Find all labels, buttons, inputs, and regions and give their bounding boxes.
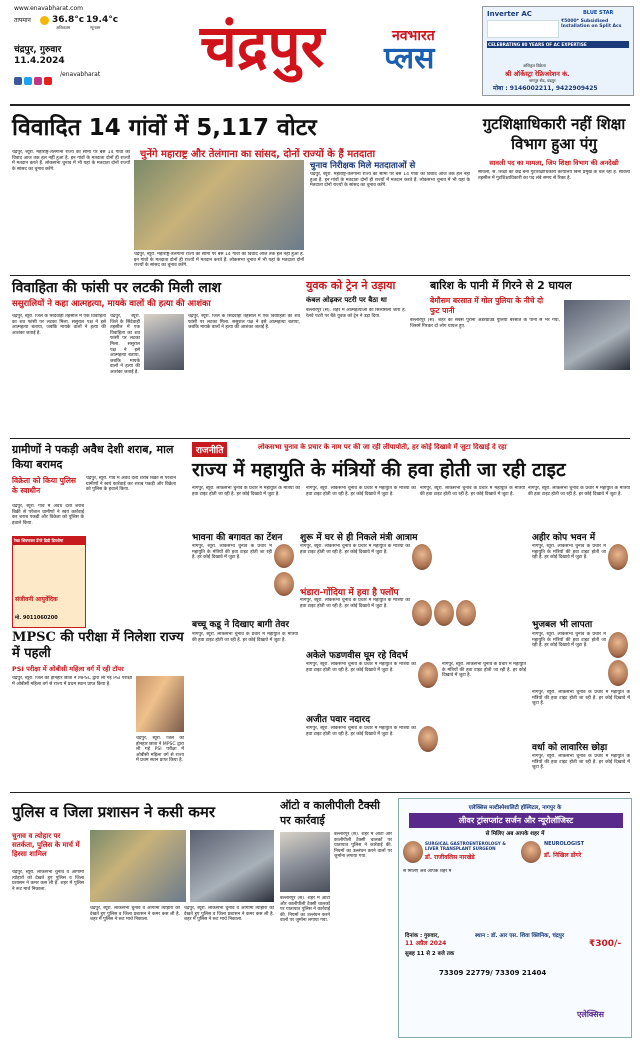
ad-mobile[interactable]: मोबा : 9146002211, 9422909425 (493, 85, 598, 92)
police-body-1: चंद्रपुर, ब्यूरो. लोकसभा चुनाव व आगामी त्योहारों को देखते हुए पुलिस व जिला प्रशासन ने कमर कस ली है. शहर में पुलिस ने रूट मार्च निकाला. (12, 870, 84, 892)
ad-address: नागपुर रोड, चंद्रपुर (529, 78, 556, 83)
hospital-ad-details: से मिलिए अब आपके शहर में (403, 869, 452, 874)
right-top-body: सावली, सं. शिक्षा का केंद्र बना गुटशिक्षाधिकारी कार्यालय बिना प्रमुख के चल रहा है. सावली तहसील में गुटशिक्षाधिकारी का पद लंबे समय से रिक्त है. (478, 170, 630, 181)
noose-photo (144, 314, 184, 370)
mpsc-subhead: PSI परीक्षा में ओबीसी महिला वर्ग में रही टॉपर (12, 665, 124, 673)
story2-headline[interactable]: विवाहिता की फांसी पर लटकी मिली लाश (12, 280, 221, 296)
police-body-3: चंद्रपुर, ब्यूरो. लोकसभा चुनाव व आगामी त्योहारों को देखते हुए पुलिस व जिला प्रशासन ने कमर कस ली है. शहर में पुलिस ने रूट मार्च निकाला. (184, 906, 274, 923)
date: 11.4.2024 (14, 56, 65, 66)
hospital-ad-doc2: डॉ. निखिल डोंगरे (544, 852, 582, 859)
lead-body-col1: चंद्रपुर, ब्यूरो. महाराष्ट्र-तेलंगाना राज्य की सीमा पर बसे 14 गांवों का विवाद आज तक हल नहीं हुआ है. इन गांवों के मतदाता दोनों ही राज्यों में मतदान करते हैं. लोकसभा चुनाव में भी यहां के मतदाता दोनों राज्यों के सांसद का चुनाव करेंगे. (12, 150, 130, 172)
doctor-photo-2 (521, 841, 541, 863)
ad-dealer: श्री ऑर्केस्ट्रा रेफ्रिजरेशन कं. (505, 70, 570, 78)
mpsc-headline[interactable]: MPSC की परीक्षा में निलेशा राज्य में पहली (12, 630, 184, 661)
story4-headline[interactable]: बारिश के पानी में गिरने से 2 घायल (430, 279, 572, 292)
ac-unit-image (487, 20, 559, 38)
masthead (0, 0, 640, 105)
sub7-headline[interactable]: अजीत पवार नदारद (306, 715, 370, 725)
website-url[interactable]: www.enavabharat.com (14, 5, 83, 12)
facebook-icon[interactable] (14, 77, 22, 85)
politics-body-4: नागपुर, ब्यूरो. लोकसभा चुनाव के प्रचार में महायुति के मंत्रियों की हवा टाइट होती जा रही है. हर कोई दिखावे में जुटा है. (528, 486, 630, 497)
sub3-headline[interactable]: अहीर कोप भवन में (532, 533, 596, 543)
hospital-ad[interactable] (398, 798, 632, 1038)
doctor-photo-1 (403, 841, 423, 863)
auto-headline[interactable]: ऑटो व कालीपीली टैक्सी पर कार्रवाई (280, 799, 381, 827)
social-handle[interactable]: /enavabharat (60, 71, 101, 78)
story3-headline[interactable]: युवक को ट्रेन ने उड़ाया (306, 279, 396, 292)
story5-body: चंद्रपुर, ब्यूरो. गांव में अवैध देशी शराब बिक्री से परेशान ग्रामीणों ने स्वयं कार्रवाई कर शराब पकड़ी और विक्रेता को पुलिस के हवाले किया. (86, 476, 176, 493)
sub2-headline[interactable]: शुरू में घर से ही निकले मंत्री आत्राम (300, 533, 418, 543)
story5-body-2: चंद्रपुर, ब्यूरो. गांव में अवैध देशी शराब बिक्री से परेशान ग्रामीणों ने स्वयं कार्रवाई कर शराब पकड़ी और विक्रेता को पुलिस के हवाले किया. (12, 504, 84, 526)
sub8-body: नागपुर, ब्यूरो. लोकसभा चुनाव के प्रचार में महायुति के मंत्रियों की हवा टाइट होती जा रही है. हर कोई दिखावे में जुटा है. (532, 690, 630, 707)
temp-label: तापमान (14, 17, 31, 24)
divider-2 (10, 438, 630, 439)
hospital-ad-dept2: NEUROLOGIST (544, 841, 584, 847)
lead-side-body: चंद्रपुर, ब्यूरो. महाराष्ट्र-तेलंगाना राज्य की सीमा पर बसे 14 गांवों का विवाद आज तक हल नहीं हुआ है. इन गांवों के मतदाता दोनों ही राज्यों में मतदान करते हैं. लोकसभा चुनाव में भी यहां के मतदाता दोनों राज्यों के सांसद का चुनाव करेंगे. (310, 172, 470, 189)
left-ad-name: संजीवनी आयुर्वेदिक (15, 596, 58, 603)
hospital-ad-dept1: SURGICAL GASTROENTEROLOGY & LIVER TRANSPLANT SURGEON (425, 841, 506, 851)
youtube-icon[interactable] (44, 77, 52, 85)
temp-max: 36.8°c (52, 15, 85, 25)
police-photo-2 (190, 830, 274, 902)
story4-body: बल्लारपुर (सं). शहर का सबसे पुराना अंडरग्राउंड पुलिया बरसात के पानी से भर गया, जिसमें गिरकर दो लोग घायल हुए. (410, 318, 560, 329)
temp-min-label: न्यूनतम (90, 25, 101, 30)
hospital-ad-sub: से मिलिए अब आपके शहर में (485, 831, 545, 837)
sub5-headline[interactable]: बच्चू कडू ने दिखाए बागी तेवर (192, 620, 290, 630)
hospital-ad-doc1: डॉ. राजीवलिस नारखेडे (425, 854, 475, 861)
story2-body: चंद्रपुर, ब्यूरो. जिले के सिंदेवाही तहसील में एक विवाहिता का शव फांसी पर लटका मिला. ससुराल पक्ष ने इसे आत्महत्या बताया, जबकि मायके वालों ने हत्या की आशंका जताई है. (12, 314, 106, 336)
mpsc-photo (136, 676, 184, 732)
politics-body-2: नागपुर, ब्यूरो. लोकसभा चुनाव के प्रचार में महायुति के मंत्रियों की हवा टाइट होती जा रही है. हर कोई दिखावे में जुटा है. (306, 486, 416, 497)
paper-title-plus: प्लस (384, 41, 435, 76)
sub4-body: नागपुर, ब्यूरो. लोकसभा चुनाव के प्रचार में महायुति के मंत्रियों की हवा टाइट होती जा रही है. हर कोई दिखावे में जुटा है. (532, 632, 606, 649)
story2-subhead: ससुरालियों ने कहा आत्महत्या, मायके वालों की हत्या की आशंका (12, 299, 211, 309)
instagram-icon[interactable] (34, 77, 42, 85)
politics-tag: राजनीति (192, 442, 227, 457)
police-headline[interactable]: पुलिस व जिला प्रशासन ने कसी कमर (12, 803, 216, 821)
sun-icon (40, 16, 49, 25)
temp-max-label: अधिकतम (56, 25, 71, 30)
divider-3 (10, 792, 630, 793)
flood-photo (564, 300, 630, 370)
lead-photo-caption: चंद्रपुर, ब्यूरो. महाराष्ट्र-तेलंगाना राज्य की सीमा पर बसे 14 गांवों का विवाद आज तक हल नहीं हुआ है. इन गांवों के मतदाता दोनों ही राज्यों में मतदान करते हैं. लोकसभा चुनाव में भी यहां के मतदाता दोनों राज्यों के सांसद का चुनाव करेंगे. (134, 252, 304, 269)
mpsc-body-2: चंद्रपुर, ब्यूरो. जिले की होनहार छात्रा ने MPSC द्वारा ली गई PSI परीक्षा में ओबीसी महिला वर्ग से राज्य में प्रथम स्थान प्राप्त किया है. (136, 736, 184, 764)
hospital-ad-banner: लीवर ट्रांसप्लांट सर्जन और न्यूरोलॉजिस्ट (409, 813, 623, 828)
twitter-icon[interactable] (24, 77, 32, 85)
police-march-photo (90, 830, 186, 902)
lead-headline[interactable]: विवादित 14 गांवों में 5,117 वोटर (12, 115, 317, 141)
hospital-ad-fee: ₹300/- (589, 939, 622, 949)
story4-subhead: बेमौसम बरसात में गोल पुलिया के नीचे दो फुट पानी (430, 296, 544, 315)
ad-offer1: ₹5000* Subsidised Installation on Split Acs (561, 19, 622, 29)
ad-star: BLUE STAR (583, 10, 614, 16)
leader-photo-7 (608, 544, 628, 570)
masthead-divider (10, 104, 630, 106)
paper-title: चंद्रपुर (200, 12, 325, 80)
leader-photo-10 (418, 662, 438, 688)
leader-photo-6 (456, 600, 476, 626)
leader-photo-5 (434, 600, 454, 626)
temp-min: 19.4°c (86, 15, 119, 25)
lead-side-head: चुनाव निरीक्षक मिले मतदाताओं से (310, 161, 416, 171)
leader-photo-1 (274, 544, 294, 568)
social-icons (14, 70, 54, 89)
leader-photo-8 (608, 632, 628, 658)
hospital-ad-venue: स्थान : डॉ. आर एस. शिवा क्लिनिक, चंद्रपुर (475, 933, 565, 939)
hospital-ad-brand: एलेक्सिस (577, 1010, 605, 1019)
paper-title-nb: नवभारत (392, 28, 435, 44)
sub3-body: नागपुर, ब्यूरो. लोकसभा चुनाव के प्रचार में महायुति के मंत्रियों की हवा टाइट होती जा रही है. हर कोई दिखावे में जुटा है. (532, 544, 606, 561)
mpsc-body: चंद्रपुर, ब्यूरो. जिले की होनहार छात्रा ने MPSC द्वारा ली गई PSI परीक्षा में ओबीसी महिला वर्ग से राज्य में प्रथम स्थान प्राप्त किया है. (12, 676, 132, 687)
auto-photo (280, 832, 330, 892)
sub2-body: नागपुर, ब्यूरो. लोकसभा चुनाव के प्रचार में महायुति के मंत्रियों की हवा टाइट होती जा रही है. हर कोई दिखावे में जुटा है. (300, 544, 410, 555)
politics-headline[interactable]: राज्य में महायुति के मंत्रियों की हवा होती जा रही टाइट (192, 459, 566, 481)
left-ad-title: रेखा शिवणकर डेंगरे डिग्री डिप्लोमा (13, 537, 85, 545)
sub4-headline[interactable]: भुजबल भी लापता (532, 620, 593, 630)
story2-body-3: चंद्रपुर, ब्यूरो. जिले के सिंदेवाही तहसील में एक विवाहिता का शव फांसी पर लटका मिला. ससुराल पक्ष ने इसे आत्महत्या बताया, जबकि मायके वालों ने हत्या की आशंका जताई है. (188, 314, 300, 331)
ad-brand: Inverter AC (487, 10, 532, 18)
sub1-headline[interactable]: भावना की बगावत का टेंशन (192, 533, 283, 543)
auto-body: बल्लारपुर (सं). शहर में ऑटो और कालीपीली टैक्सी चालकों पर यातायात पुलिस ने कार्रवाई की. नियमों का उल्लंघन करने वालों पर जुर्माना लगाया गया. (334, 832, 392, 860)
hospital-ad-time: सुबह 11 से 2 बजे तक (405, 951, 455, 957)
sub7-body-2: नागपुर, ब्यूरो. लोकसभा चुनाव के प्रचार में महायुति के मंत्रियों की हवा टाइट होती जा रही है. हर कोई दिखावे में जुटा है. (442, 662, 526, 679)
story3-subhead: कंबल ओढ़कर पटरी पर बैठा था (306, 296, 387, 304)
sub8-body-2: नागपुर, ब्यूरो. लोकसभा चुनाव के प्रचार में महायुति के मंत्रियों की हवा टाइट होती जा रही है. हर कोई दिखावे में जुटा है. (532, 754, 630, 771)
hospital-ad-phone[interactable]: 73309 22779/ 73309 21404 (439, 969, 547, 977)
divider-1 (10, 275, 630, 276)
politics-body-1: नागपुर, ब्यूरो. लोकसभा चुनाव के प्रचार में महायुति के मंत्रियों की हवा टाइट होती जा रही है. हर कोई दिखावे में जुटा है. (192, 486, 300, 497)
politics-body-3: नागपुर, ब्यूरो. लोकसभा चुनाव के प्रचार में महायुति के मंत्रियों की हवा टाइट होती जा रही है. हर कोई दिखावे में जुटा है. (420, 486, 525, 497)
hospital-ad-date-label: दिनांक : गुरुवार, (405, 933, 440, 939)
lead-photo (134, 160, 304, 250)
story5-headline[interactable]: ग्रामीणों ने पकड़ी अवैध देशी शराब, माल किया बरामद (12, 443, 174, 471)
city-day: चंद्रपुर, गुरुवार (14, 45, 62, 55)
lead-subhead: चुनेंगे महाराष्ट्र और तेलंगाना का सांसद, दोनों राज्यों के हैं मतदाता (140, 149, 376, 160)
story2-body-2: चंद्रपुर, ब्यूरो. जिले के सिंदेवाही तहसील में एक विवाहिता का शव फांसी पर लटका मिला. ससुराल पक्ष ने इसे आत्महत्या बताया, जबकि मायके वालों ने हत्या की आशंका जताई है. (110, 314, 140, 375)
sub1-body: नागपुर, ब्यूरो. लोकसभा चुनाव के प्रचार में महायुति के मंत्रियों की हवा टाइट होती जा रही है. हर कोई दिखावे में जुटा है. (192, 544, 272, 561)
ad-offer2: CELEBRATING 80 YEARS OF AC EXPERTISE (487, 41, 629, 48)
sub2-body-2: नागपुर, ब्यूरो. लोकसभा चुनाव के प्रचार में महायुति के मंत्रियों की हवा टाइट होती जा रही है. हर कोई दिखावे में जुटा है. (300, 598, 410, 609)
leader-photo-11 (418, 726, 438, 752)
leader-photo-4 (412, 600, 432, 626)
hospital-ad-hospital: एलेक्सिस मल्टीस्पेशालिटी हॉस्पिटल, नागपुर के (468, 805, 562, 811)
right-top-subhead: सावली पद का मामला, जिप शिक्षा विभाग की अनदेखी (489, 159, 619, 167)
police-body-2: चंद्रपुर, ब्यूरो. लोकसभा चुनाव व आगामी त्योहारों को देखते हुए पुलिस व जिला प्रशासन ने कमर कस ली है. शहर में पुलिस ने रूट मार्च निकाला. (90, 906, 180, 923)
left-ad-phone[interactable]: मो. 9011060200 (15, 615, 58, 621)
ad-dealer-tag: अधिकृत विक्रेता (523, 63, 546, 68)
leader-photo-3 (412, 544, 432, 570)
story3-body: बल्लारपुर (सं). शहर में आत्महत्याओं का सिलसिला जारी है. रेलवे पटरी पर बैठे युवक को ट्रेन ने उड़ा दिया. (306, 308, 406, 319)
leader-photo-9 (608, 660, 628, 686)
story5-side: विक्रेता को किया पुलिस के स्वाधीन (12, 476, 76, 495)
police-side: चुनाव व त्योहार पर सतर्कता, पुलिस के मार्च में हिस्सा शामिल (12, 832, 80, 858)
left-ad[interactable] (12, 536, 86, 628)
top-ad[interactable] (482, 6, 634, 96)
hospital-ad-date: 11 अप्रैल 2024 (405, 940, 447, 947)
leader-photo-2 (274, 572, 294, 596)
right-top-headline[interactable]: गुटशिक्षाधिकारी नहीं शिक्षा विभाग हुआ पंगु (482, 115, 626, 153)
sub5-body: नागपुर, ब्यूरो. लोकसभा चुनाव के प्रचार में महायुति के मंत्रियों की हवा टाइट होती जा रही है. हर कोई दिखावे में जुटा है. (192, 632, 298, 643)
politics-kicker: लोकसभा चुनाव के प्रचार के नाम पर की जा रही लीपापोती, हर कोई दिखावे में जुटा दिखाई दे रहा (258, 443, 507, 451)
sub6-body: नागपुर, ब्यूरो. लोकसभा चुनाव के प्रचार में महायुति के मंत्रियों की हवा टाइट होती जा रही है. हर कोई दिखावे में जुटा है. (306, 662, 416, 673)
sub6-headline[interactable]: अकेले फडणवीस घूम रहे विदर्भ (306, 651, 408, 661)
auto-body-2: बल्लारपुर (सं). शहर में ऑटो और कालीपीली टैक्सी चालकों पर यातायात पुलिस ने कार्रवाई की. नियमों का उल्लंघन करने वालों पर जुर्माना लगाया गया. (280, 896, 330, 924)
sub8-headline[interactable]: वर्धा को लावारिस छोड़ा (532, 743, 608, 753)
sub2-deck: भंडारा-गोंदिया में हवा है फ्लॉप (300, 588, 399, 598)
sub7-body: नागपुर, ब्यूरो. लोकसभा चुनाव के प्रचार में महायुति के मंत्रियों की हवा टाइट होती जा रही है. हर कोई दिखावे में जुटा है. (306, 726, 416, 737)
